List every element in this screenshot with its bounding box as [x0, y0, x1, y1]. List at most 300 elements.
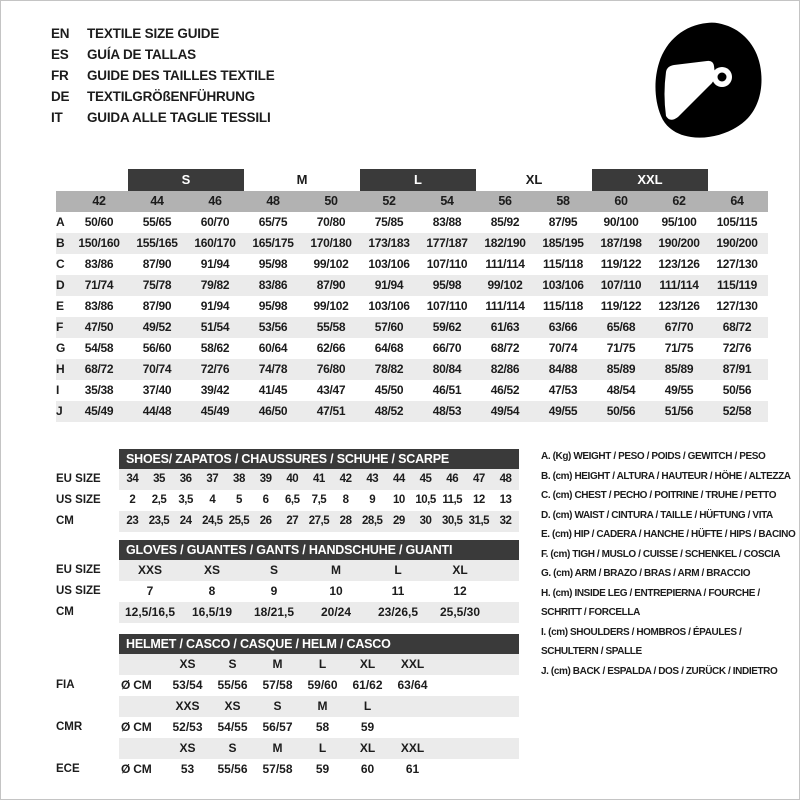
row-label: US SIZE	[56, 585, 101, 597]
measure-value-cell: 51/54	[200, 320, 230, 334]
glove-size-value: 18/21,5	[253, 605, 295, 619]
textile-size-table	[56, 169, 768, 422]
unit-label	[119, 696, 165, 717]
measure-value-cell: 85/89	[606, 362, 636, 376]
size-group-xl: XL	[525, 172, 543, 187]
size-header-cell: 48	[266, 194, 280, 208]
size-header-cell: 44	[150, 194, 164, 208]
language-code: FR	[51, 68, 69, 83]
glove-size-value: S	[269, 563, 278, 577]
helmet-size-value: S	[228, 741, 237, 755]
measure-value-cell: 46/50	[258, 404, 288, 418]
size-header-cell: 56	[498, 194, 512, 208]
measure-value-cell: 70/80	[316, 215, 346, 229]
shoe-size-value: 6,5	[285, 494, 300, 506]
shoe-size-value: 9	[369, 494, 376, 506]
measure-value-cell: 59/62	[432, 320, 462, 334]
measure-row-g	[56, 338, 768, 359]
measure-value-cell: 63/66	[548, 320, 578, 334]
measure-value-cell: 75/85	[374, 215, 404, 229]
glove-size-value: 9	[270, 584, 278, 598]
measure-value-cell: 187/198	[600, 236, 642, 250]
measure-value-cell: 170/180	[310, 236, 352, 250]
helmet-size-value: L	[318, 657, 327, 671]
measure-value-cell: 83/86	[84, 299, 114, 313]
measure-value-cell: 185/195	[542, 236, 584, 250]
size-header-cell: 52	[382, 194, 396, 208]
measure-value-cell: 90/100	[603, 215, 639, 229]
measure-value-cell: 99/102	[487, 278, 523, 292]
measure-value-cell: 115/119	[717, 278, 757, 292]
language-row	[51, 23, 275, 44]
measure-value-cell: 87/90	[142, 299, 172, 313]
gloves-size-table	[56, 540, 519, 623]
shoes-size-table	[56, 449, 519, 532]
measure-value-cell: 87/90	[142, 257, 172, 271]
shoe-size-value: 24,5	[202, 515, 223, 527]
measure-value-cell: 35/38	[84, 383, 114, 397]
measure-value-cell: 41/45	[258, 383, 288, 397]
shoe-size-value: 25,5	[228, 515, 250, 527]
language-row	[51, 65, 275, 86]
unit-label	[119, 654, 165, 675]
shoe-size-value: 41	[313, 473, 325, 485]
band-spacer	[56, 169, 70, 191]
measure-value-cell: 68/72	[722, 320, 752, 334]
size-header-cell: 50	[324, 194, 338, 208]
glove-size-value: 25,5/30	[439, 605, 481, 619]
measure-value-cell: 71/75	[664, 341, 694, 355]
measure-value-cell: 56/60	[142, 341, 172, 355]
unit-label	[119, 738, 165, 759]
glove-size-value: 23/26,5	[377, 605, 419, 619]
helmet-size-value: XL	[359, 741, 376, 755]
shoe-size-value: 23	[126, 515, 139, 527]
measure-row-b	[56, 233, 768, 254]
guide-title: GUIDE DES TAILLES TEXTILE	[87, 68, 275, 83]
measure-value-cell: 91/94	[374, 278, 404, 292]
shoe-size-value: 10,5	[415, 494, 436, 506]
measure-value-cell: 72/76	[722, 341, 752, 355]
measure-value-cell: 67/70	[664, 320, 694, 334]
legend-item: I. (cm) SHOULDERS / HOMBROS / ÉPAULES / SCHULTERN / SPALLE	[541, 626, 742, 657]
guide-title: GUÍA DE TALLAS	[87, 47, 196, 62]
measure-value-cell: 43/47	[316, 383, 346, 397]
helmet-size-value: 61/62	[352, 678, 383, 692]
shoe-size-value: 27	[286, 515, 299, 527]
legend-item: E. (cm) HIP / CADERA / HANCHE / HÜFTE / HIPS / BACINO	[541, 529, 796, 540]
language-title-block	[51, 23, 275, 128]
helmet-size-value: 60	[360, 762, 375, 776]
gloves-eu-size-row	[56, 560, 519, 581]
measure-value-cell: 119/122	[600, 299, 642, 313]
measure-value-cell: 84/88	[548, 362, 578, 376]
measure-value-cell: 165/175	[252, 236, 294, 250]
size-header-cell: 60	[614, 194, 628, 208]
measure-value-cell: 71/75	[606, 341, 636, 355]
size-group-xxl: XXL	[592, 169, 708, 191]
standard-label-fia: FIA	[56, 679, 75, 691]
measure-value-cell: 111/114	[485, 299, 525, 313]
helmet-size-value: 55/56	[217, 762, 248, 776]
measure-value-cell: 49/54	[490, 404, 520, 418]
size-header-cell: 64	[730, 194, 744, 208]
helmet-size-value: 58	[315, 720, 330, 734]
measure-value-cell: 47/51	[316, 404, 346, 418]
measure-value-cell: 87/95	[548, 215, 578, 229]
measure-value-cell: 111/114	[659, 278, 699, 292]
measure-value-cell: 49/55	[664, 383, 694, 397]
unit-label: Ø CM	[121, 762, 152, 776]
measure-value-cell: 51/56	[664, 404, 694, 418]
measure-value-cell: 55/58	[316, 320, 346, 334]
measure-row-c	[56, 254, 768, 275]
shoe-size-value: 34	[126, 473, 139, 485]
helmet-size-value: 59/60	[307, 678, 338, 692]
measure-value-cell: 65/75	[258, 215, 288, 229]
language-row	[51, 44, 275, 65]
measure-value-cell: 49/52	[142, 320, 172, 334]
measure-value-cell: 155/165	[136, 236, 178, 250]
shoe-size-value: 48	[499, 473, 512, 485]
measurement-legend	[541, 447, 797, 681]
measure-value-cell: 46/52	[490, 383, 520, 397]
legend-item: H. (cm) INSIDE LEG / ENTREPIERNA / FOURCHE / SCHRITT / FORCELLA	[541, 587, 760, 618]
gloves-us-size-row	[56, 581, 519, 602]
legend-item: G. (cm) ARM / BRAZO / BRAS / ARM / BRACCIO	[541, 568, 751, 579]
measure-value-cell: 87/91	[722, 362, 752, 376]
measure-value-cell: 70/74	[548, 341, 578, 355]
measure-value-cell: 103/106	[368, 299, 410, 313]
helmet-size-value: 59	[360, 720, 375, 734]
standard-label-cmr: CMR	[56, 721, 83, 733]
measure-value-cell: 72/76	[200, 362, 230, 376]
measure-value-cell: 127/130	[716, 299, 758, 313]
measure-value-cell: 48/54	[606, 383, 636, 397]
helmet-size-value	[390, 717, 435, 738]
glove-size-value: 11	[391, 584, 405, 598]
measure-value-cell: 115/118	[543, 299, 583, 313]
measure-value-cell: 177/187	[426, 236, 468, 250]
measure-value-cell: 50/60	[84, 215, 114, 229]
helmet-table-title: HELMET / CASCO / CASQUE / HELM / CASCO	[119, 634, 519, 654]
unit-label: Ø CM	[121, 720, 152, 734]
measure-row-j	[56, 401, 768, 422]
measure-value-cell: 39/42	[200, 383, 230, 397]
shoe-size-value: 32	[499, 515, 512, 527]
shoe-size-value: 27,5	[308, 515, 330, 527]
measure-value-cell: 50/56	[606, 404, 636, 418]
helmet-ece-sizes-row	[56, 738, 519, 759]
shoe-size-value: 23,5	[148, 515, 170, 527]
legend-item: A. (Kg) WEIGHT / PESO / POIDS / GEWITCH / PESO	[541, 451, 766, 462]
measure-value-cell: 107/110	[426, 257, 468, 271]
band-gap	[708, 169, 766, 191]
shoe-size-value: 6	[262, 494, 269, 506]
shoe-size-value: 5	[236, 494, 242, 506]
measure-value-cell: 68/72	[490, 341, 520, 355]
measure-value-cell: 60/64	[258, 341, 288, 355]
measure-value-cell: 37/40	[142, 383, 172, 397]
measure-value-cell: 83/88	[432, 215, 462, 229]
row-key: F	[56, 320, 64, 334]
measure-value-cell: 83/86	[258, 278, 288, 292]
glove-size-value: L	[394, 563, 402, 577]
helmet-size-value: XS	[179, 657, 196, 671]
size-header-cell: 62	[672, 194, 686, 208]
helmet-size-value: XS	[224, 699, 241, 713]
glove-size-value: 8	[208, 584, 216, 598]
helmet-size-value: 59	[315, 762, 330, 776]
row-key: B	[56, 236, 65, 250]
shoe-size-value: 2,5	[151, 494, 167, 506]
glove-size-value: 16,5/19	[191, 605, 233, 619]
measure-value-cell: 61/63	[490, 320, 520, 334]
standard-label-ece: ECE	[56, 763, 80, 775]
row-key: C	[56, 257, 65, 271]
measure-value-cell: 160/170	[194, 236, 236, 250]
row-label	[56, 696, 119, 717]
measure-value-cell: 54/58	[84, 341, 114, 355]
shoe-size-value: 30,5	[442, 515, 463, 527]
helmet-size-value: S	[228, 657, 237, 671]
shoes-us-size-row	[56, 490, 519, 511]
gloves-cm-row	[56, 602, 519, 623]
measure-value-cell: 127/130	[716, 257, 758, 271]
size-header-cell: 42	[92, 194, 106, 208]
measure-value-cell: 55/65	[142, 215, 172, 229]
measure-row-i	[56, 380, 768, 401]
measure-value-cell: 79/82	[200, 278, 230, 292]
helmet-size-value: 63/64	[397, 678, 428, 692]
shoe-size-value: 44	[392, 473, 405, 485]
measure-value-cell: 115/118	[543, 257, 583, 271]
measure-value-cell: 99/102	[313, 257, 349, 271]
shoe-size-value: 31,5	[468, 515, 490, 527]
measure-value-cell: 58/62	[200, 341, 230, 355]
measure-value-cell: 91/94	[200, 257, 230, 271]
glove-size-value: XL	[452, 563, 468, 577]
shoe-size-value: 12	[472, 494, 485, 506]
measure-value-cell: 103/106	[542, 278, 584, 292]
row-label: EU SIZE	[56, 473, 101, 485]
measure-value-cell: 45/49	[84, 404, 114, 418]
glove-size-value: 20/24	[320, 605, 352, 619]
size-header-cell: 54	[440, 194, 454, 208]
measure-value-cell: 71/74	[84, 278, 114, 292]
helmet-fia-sizes-row	[56, 654, 519, 675]
measure-value-cell: 46/51	[432, 383, 462, 397]
measure-row-a	[56, 212, 768, 233]
shoe-size-value: 28	[339, 515, 352, 527]
unit-label: Ø CM	[121, 678, 152, 692]
measure-value-cell: 182/190	[484, 236, 526, 250]
helmet-size-value: XXL	[400, 741, 425, 755]
shoe-size-value: 39	[259, 473, 272, 485]
sizes-cells	[70, 191, 766, 212]
glove-size-value: 12	[453, 584, 467, 598]
measure-value-cell: 48/52	[374, 404, 404, 418]
guide-title: GUIDA ALLE TAGLIE TESSILI	[87, 110, 271, 125]
row-label: CM	[56, 515, 74, 527]
shoe-size-value: 43	[366, 473, 379, 485]
measure-row-h	[56, 359, 768, 380]
measure-value-cell: 48/53	[432, 404, 462, 418]
shoe-size-value: 37	[206, 473, 219, 485]
measure-value-cell: 103/106	[368, 257, 410, 271]
measure-value-cell: 82/86	[490, 362, 520, 376]
shoe-size-value: 28,5	[362, 515, 383, 527]
measure-value-cell: 49/55	[548, 404, 578, 418]
row-label: CM	[56, 606, 74, 618]
row-key: E	[56, 299, 64, 313]
helmet-size-value: M	[317, 699, 328, 713]
shoe-size-value: 35	[153, 473, 165, 485]
measure-value-cell: 87/90	[316, 278, 346, 292]
helmet-size-value: XXL	[400, 657, 425, 671]
measure-value-cell: 75/78	[142, 278, 172, 292]
row-label	[56, 654, 119, 675]
helmet-size-value: 53/54	[172, 678, 203, 692]
shoe-size-value: 29	[392, 515, 405, 527]
shoe-size-value: 36	[179, 473, 192, 485]
measure-value-cell: 150/160	[78, 236, 120, 250]
row-label	[56, 738, 119, 759]
legend-item: B. (cm) HEIGHT / ALTURA / HAUTEUR / HÖHE / ALTEZZA	[541, 470, 791, 482]
measure-value-cell: 91/94	[200, 299, 230, 313]
shoe-size-value: 11,5	[442, 494, 463, 506]
measure-value-cell: 111/114	[485, 257, 525, 271]
helmet-size-table	[56, 634, 519, 780]
measure-value-cell: 57/60	[374, 320, 404, 334]
shoe-size-value: 30	[419, 515, 432, 527]
measure-value-cell: 47/50	[84, 320, 114, 334]
helmet-size-value: 54/55	[217, 720, 248, 734]
shoe-size-value: 10	[392, 494, 405, 506]
measure-value-cell: 173/183	[368, 236, 410, 250]
row-key: G	[56, 341, 66, 355]
measure-value-cell: 45/49	[200, 404, 230, 418]
language-row	[51, 86, 275, 107]
legend-item: C. (cm) CHEST / PECHO / POITRINE / TRUHE / PETTO	[541, 490, 777, 501]
helmet-size-value: 57/58	[262, 762, 293, 776]
numeric-sizes-header-row	[56, 191, 768, 212]
measure-value-cell: 50/56	[722, 383, 752, 397]
row-key: I	[56, 383, 60, 397]
row-label: EU SIZE	[56, 564, 101, 576]
glove-size-value: 7	[146, 584, 154, 598]
measure-value-cell: 85/89	[664, 362, 694, 376]
measure-value-cell: 60/70	[200, 215, 230, 229]
measure-value-cell: 95/98	[258, 299, 288, 313]
shoe-size-value: 47	[472, 473, 485, 485]
measure-value-cell: 95/98	[432, 278, 462, 292]
measure-value-cell: 95/100	[661, 215, 697, 229]
size-group-s: S	[128, 169, 244, 191]
measure-value-cell: 78/82	[374, 362, 404, 376]
size-group-m: M	[296, 172, 308, 187]
shoe-size-value: 38	[233, 473, 245, 485]
glove-size-value: XS	[203, 563, 220, 577]
helmet-size-value: S	[273, 699, 282, 713]
measure-value-cell: 119/122	[600, 257, 642, 271]
measure-value-cell: 107/110	[600, 278, 642, 292]
helmet-size-value: 52/53	[172, 720, 203, 734]
measure-value-cell: 62/66	[316, 341, 346, 355]
measure-value-cell: 85/92	[490, 215, 520, 229]
helmet-fia-values-row	[56, 675, 519, 696]
measure-value-cell: 70/74	[142, 362, 172, 376]
measure-value-cell: 53/56	[258, 320, 288, 334]
measure-value-cell: 68/72	[84, 362, 114, 376]
shoe-size-value: 40	[286, 473, 299, 485]
row-label: US SIZE	[56, 494, 101, 506]
helmet-icon	[647, 19, 767, 141]
size-group-l: L	[360, 169, 476, 191]
measure-value-cell: 190/200	[658, 236, 700, 250]
helmet-size-value: XL	[359, 657, 376, 671]
size-header-cell: 58	[556, 194, 570, 208]
shoe-size-value: 7,5	[311, 494, 327, 506]
helmet-size-value: M	[272, 741, 283, 755]
measure-value-cell: 123/126	[658, 257, 700, 271]
helmet-size-value: M	[272, 657, 283, 671]
shoe-size-value: 3,5	[178, 494, 193, 506]
measure-value-cell: 45/50	[374, 383, 404, 397]
shoe-size-value: 4	[209, 494, 216, 506]
helmet-size-value: 56/57	[262, 720, 293, 734]
measure-value-cell: 83/86	[84, 257, 114, 271]
legend-item: J. (cm) BACK / ESPALDA / DOS / ZURÜCK / INDIETRO	[541, 665, 778, 677]
glove-size-value: 10	[329, 584, 343, 598]
measure-row-e	[56, 296, 768, 317]
measure-value-cell: 44/48	[142, 404, 172, 418]
measure-row-f	[56, 317, 768, 338]
measure-value-cell: 105/115	[716, 215, 758, 229]
row-key: H	[56, 362, 65, 376]
shoes-eu-size-row	[56, 469, 519, 490]
gloves-table-title: GLOVES / GUANTES / GANTS / HANDSCHUHE / GUANTI	[119, 540, 519, 560]
helmet-size-value: L	[363, 699, 372, 713]
helmet-cmr-values-row	[56, 717, 519, 738]
measure-value-cell: 52/58	[722, 404, 752, 418]
shoe-size-value: 2	[129, 494, 136, 506]
size-group-band-row	[56, 169, 768, 191]
helmet-ece-values-row	[56, 759, 519, 780]
row-key: D	[56, 278, 65, 292]
helmet-size-value: 55/56	[217, 678, 248, 692]
glove-size-value: 12,5/16,5	[124, 605, 176, 619]
helmet-size-value: L	[318, 741, 327, 755]
glove-size-value: M	[331, 563, 341, 577]
shoe-size-value: 8	[342, 494, 349, 506]
shoes-cm-row	[56, 511, 519, 532]
measure-value-cell: 95/98	[258, 257, 288, 271]
legend-item: F. (cm) TIGH / MUSLO / CUISSE / SCHENKEL / COSCIA	[541, 548, 781, 560]
legend-item: D. (cm) WAIST / CINTURA / TAILLE / HÜFTUNG / VITA	[541, 509, 773, 521]
helmet-size-value: 57/58	[262, 678, 293, 692]
helmet-size-value	[390, 696, 435, 717]
row-key: J	[56, 404, 63, 418]
shoes-table-title: SHOES/ ZAPATOS / CHAUSSURES / SCHUHE / SCARPE	[119, 449, 519, 469]
shoe-size-value: 13	[499, 494, 512, 506]
language-code: IT	[51, 110, 63, 125]
shoe-size-value: 26	[259, 515, 272, 527]
shoe-size-value: 45	[419, 473, 432, 485]
size-header-cell: 46	[208, 194, 222, 208]
measure-value-cell: 76/80	[316, 362, 346, 376]
measure-value-cell: 47/53	[548, 383, 578, 397]
